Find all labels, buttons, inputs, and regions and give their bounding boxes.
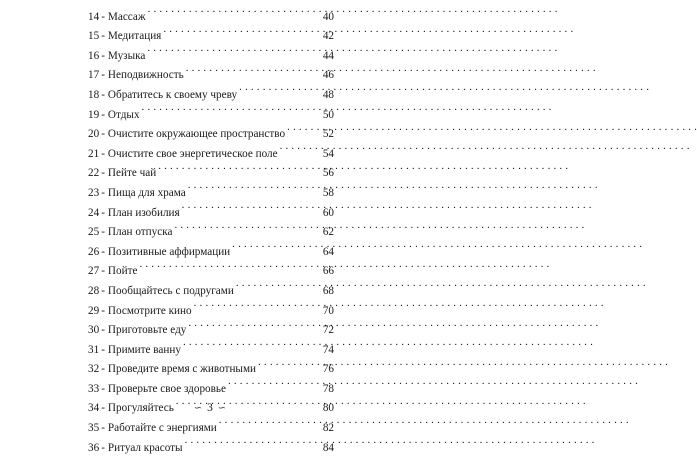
- ornament-right-icon: ∽: [217, 403, 227, 414]
- entry-title: Проведите время с животными: [107, 363, 257, 376]
- entry-page-number: 66: [322, 265, 334, 278]
- entry-number: 30: [88, 324, 100, 337]
- entry-number: 17: [88, 69, 100, 82]
- entry-title: Пейте чай: [107, 167, 157, 180]
- entry-separator: -: [101, 186, 105, 199]
- entry-page-number: 64: [322, 245, 334, 258]
- entry-number: 26: [88, 245, 100, 258]
- entry-page-number: 72: [322, 324, 334, 337]
- entry-page-number: 40: [322, 10, 334, 23]
- dot-leader: [182, 196, 318, 216]
- entry-title: Позитивные аффирмации: [107, 245, 231, 258]
- entry-page-number: 46: [322, 69, 334, 82]
- entry-title: Неподвижность: [107, 69, 184, 82]
- entry-page-number: 44: [322, 49, 334, 62]
- dot-leader: [158, 157, 318, 177]
- toc-entry: [88, 0, 334, 23]
- entry-page-number: 84: [322, 441, 334, 454]
- entry-number: 31: [88, 343, 100, 356]
- entry-separator: -: [101, 226, 105, 239]
- entry-number: 23: [88, 186, 100, 199]
- entry-page-number: 42: [322, 30, 334, 43]
- entry-title: Отдых: [107, 108, 140, 121]
- entry-number: 28: [88, 284, 100, 297]
- dot-leader: [142, 98, 318, 118]
- dot-leader: [228, 372, 318, 392]
- entry-number: 20: [88, 128, 100, 141]
- entry-separator: -: [101, 402, 105, 415]
- entry-separator: -: [101, 304, 105, 317]
- entry-number: 19: [88, 108, 100, 121]
- entry-number: 33: [88, 382, 100, 395]
- entry-page-number: 82: [322, 422, 334, 435]
- entry-number: 14: [88, 10, 100, 23]
- entry-page-number: 60: [322, 206, 334, 219]
- dot-leader: [236, 274, 318, 294]
- entry-separator: -: [101, 422, 105, 435]
- dot-leader: [163, 20, 318, 40]
- page-footer: [0, 400, 420, 417]
- entry-title: Посмотрите кино: [107, 304, 192, 317]
- entry-separator: -: [101, 343, 105, 356]
- dot-leader: [287, 118, 318, 138]
- page-number: 3: [207, 402, 213, 414]
- dot-leader: [239, 78, 318, 98]
- entry-title: Проверьте свое здоровье: [107, 382, 226, 395]
- entry-separator: -: [101, 206, 105, 219]
- entry-separator: -: [101, 88, 105, 101]
- entry-number: 34: [88, 402, 100, 415]
- dot-leader: [194, 294, 318, 314]
- entry-page-number: 70: [322, 304, 334, 317]
- entry-number: 35: [88, 422, 100, 435]
- dot-leader: [232, 235, 318, 255]
- entry-number: 27: [88, 265, 100, 278]
- entry-separator: -: [101, 284, 105, 297]
- entry-title: Пообщайтесь с подругами: [107, 284, 234, 297]
- entry-separator: -: [101, 363, 105, 376]
- entry-page-number: 52: [322, 128, 334, 141]
- entry-title: Прогуляйтесь: [107, 402, 174, 415]
- entry-separator: -: [101, 69, 105, 82]
- dot-leader: [188, 314, 318, 334]
- entry-separator: -: [101, 382, 105, 395]
- entry-page-number: 74: [322, 343, 334, 356]
- entry-title: Пища для храма: [107, 186, 186, 199]
- entry-title: Массаж: [107, 10, 146, 23]
- entry-separator: -: [101, 147, 105, 160]
- entry-number: 22: [88, 167, 100, 180]
- entry-separator: -: [101, 128, 105, 141]
- entry-number: 21: [88, 147, 100, 160]
- entry-separator: -: [101, 441, 105, 454]
- entry-number: 29: [88, 304, 100, 317]
- entry-title: Очистите свое энергетическое поле: [107, 147, 278, 160]
- table-of-contents: [88, 0, 334, 454]
- entry-number: 16: [88, 49, 100, 62]
- entry-number: 18: [88, 88, 100, 101]
- entry-number: 32: [88, 363, 100, 376]
- entry-separator: -: [101, 108, 105, 121]
- entry-title: Приготовьте еду: [107, 324, 187, 337]
- entry-title: Работайте с энергиями: [107, 422, 217, 435]
- dot-leader: [174, 216, 318, 236]
- entry-separator: -: [101, 49, 105, 62]
- entry-title: Музыка: [107, 49, 146, 62]
- entry-page-number: 48: [322, 88, 334, 101]
- entry-separator: -: [101, 265, 105, 278]
- entry-title: План изобилия: [107, 206, 180, 219]
- dot-leader: [148, 0, 318, 20]
- entry-separator: -: [101, 324, 105, 337]
- entry-title: План отпуска: [107, 226, 173, 239]
- entry-title: Ритуал красоты: [107, 441, 183, 454]
- entry-number: 24: [88, 206, 100, 219]
- entry-separator: -: [101, 30, 105, 43]
- ornament-left-icon: ∽: [193, 403, 203, 414]
- dot-leader: [183, 333, 318, 353]
- entry-number: 36: [88, 441, 100, 454]
- entry-title: Очистите окружающее пространство: [107, 128, 286, 141]
- entry-page-number: 54: [322, 147, 334, 160]
- dot-leader: [186, 59, 318, 79]
- entry-page-number: 80: [322, 402, 334, 415]
- entry-number: 15: [88, 30, 100, 43]
- entry-separator: -: [101, 167, 105, 180]
- entry-title: Пойте: [107, 265, 138, 278]
- entry-page-number: 58: [322, 186, 334, 199]
- entry-page-number: 68: [322, 284, 334, 297]
- entry-title: Обратитесь к своему чреву: [107, 88, 238, 101]
- dot-leader: [185, 431, 318, 451]
- entry-number: 25: [88, 226, 100, 239]
- dot-leader: [188, 176, 318, 196]
- entry-page-number: 76: [322, 363, 334, 376]
- entry-page-number: 62: [322, 226, 334, 239]
- dot-leader: [280, 137, 318, 157]
- entry-separator: -: [101, 10, 105, 23]
- entry-page-number: 78: [322, 382, 334, 395]
- entry-title: Примите ванну: [107, 343, 181, 356]
- dot-leader: [139, 255, 318, 275]
- entry-page-number: 56: [322, 167, 334, 180]
- entry-separator: -: [101, 245, 105, 258]
- dot-leader: [147, 39, 318, 59]
- dot-leader: [258, 353, 318, 373]
- entry-title: Медитация: [107, 30, 162, 43]
- entry-page-number: 50: [322, 108, 334, 121]
